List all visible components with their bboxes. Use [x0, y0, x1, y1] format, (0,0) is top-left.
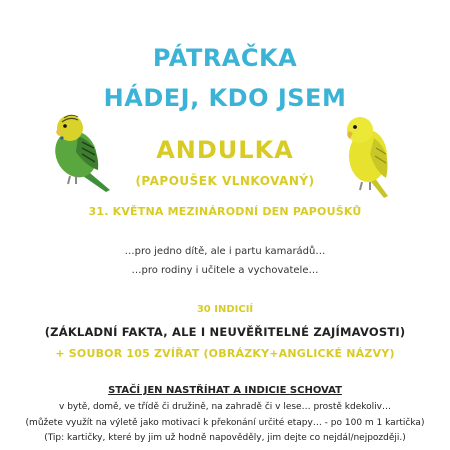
animals-bonus: + SOUBOR 105 ZVÍŘAT (OBRÁZKY+ANGLICKÉ NÁZVY)	[55, 347, 395, 360]
page-title-line2: HÁDEJ, KDO JSEM	[103, 84, 347, 112]
instructions-line-1: v bytě, domě, ve třídě či družině, na zahradě či v lese… prostě kdekoliv…	[59, 402, 391, 412]
clue-count: 30 INDICIÍ	[196, 304, 254, 315]
instructions-line-3: (Tip: kartičky, které by jim už hodně napověděly, jim dejte co nejdál/nejpozději.)	[44, 433, 406, 443]
event-date: 31. KVĚTNA MEZINÁRODNÍ DEN PAPOUŠKŮ	[88, 205, 362, 218]
subject-name: ANDULKA	[156, 136, 294, 164]
audience-line-2: …pro rodiny i učitele a vychovatele…	[131, 265, 319, 276]
instructions-line-2: (můžete využít na výletě jako motivaci k překonání určité etapy… - po 100 m 1 kartička)	[25, 418, 425, 428]
facts-description: (ZÁKLADNÍ FAKTA, ALE I NEUVĚŘITELNÉ ZAJÍMAVOSTI)	[44, 325, 406, 339]
subject-subtitle: (PAPOUŠEK VLNKOVANÝ)	[135, 174, 315, 188]
page-title-line1: PÁTRAČKA	[152, 44, 298, 72]
audience-line-1: …pro jedno dítě, ale i partu kamarádů…	[124, 246, 326, 257]
instructions-heading: STAČÍ JEN NASTŘÍHAT A INDICIE SCHOVAT	[108, 385, 342, 396]
top-decoration	[170, 0, 280, 4]
